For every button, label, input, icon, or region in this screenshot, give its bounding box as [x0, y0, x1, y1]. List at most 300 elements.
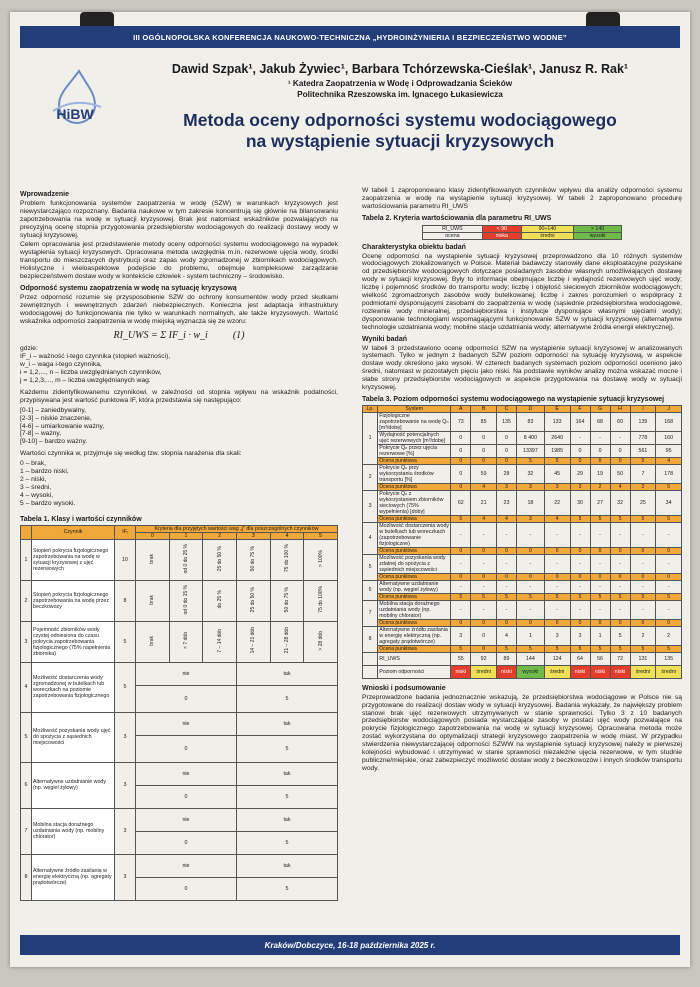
- t3-value: 34: [656, 490, 682, 515]
- t1-criterion-text: 25 do 50 %: [216, 545, 223, 572]
- t3-level-value: średni: [544, 665, 570, 678]
- t3-score-label: Ocena punktowa: [378, 457, 451, 464]
- t3-level-value: niski: [590, 665, 610, 678]
- t3-col-system-A: A: [451, 405, 471, 412]
- t3-value: 561: [630, 444, 656, 457]
- t1-factor-name: Alternatywne uzdatnianie wody (np. węgiel żyłowy): [32, 762, 115, 808]
- t3-score: 0: [517, 547, 545, 554]
- t3-score: 5: [610, 515, 630, 522]
- t1-factor-name: Możliwość dostarczenia wody zgromadzonej w butelkach lub woreczkach na poziomie zapotrzebowania fizjologicznego: [32, 662, 115, 712]
- t3-value: 22: [544, 490, 570, 515]
- t3-lp: 2: [363, 464, 378, 490]
- intro-paragraph-1: Problem funkcjonowania systemów zaopatrzenia w wodę (SZW) w warunkach kryzysowych jest niewystarczająco rozpoznany. Badania naukowe w tym zakresie koncentrują się głównie na bilansowaniu zapotrzebowania na wodę w sytuacji kryzysowej. Brak jest natomiast wskaźników pozwalających na precyzyjną ocenę stopnia przygotowania przedsiębiorstw wodociągowych do realizacji dostawy wody w sytuacji kryzysowej.: [20, 199, 338, 239]
- t3-col-system-B: B: [471, 405, 497, 412]
- t1-if: 3: [115, 762, 136, 808]
- t3-parameter-name: Możliwość dostarczenia wody w butelkach lub woreczkach (zapotrzebowanie fizjologiczne): [379, 522, 450, 547]
- t3-ri-value: 124: [544, 652, 570, 665]
- t3-score: 4: [544, 515, 570, 522]
- t3-ri-value: 92: [471, 652, 497, 665]
- t3-score: 0: [496, 573, 516, 580]
- t3-lp: 8: [363, 626, 378, 652]
- scale-line: [0-1] – zaniedbywalny,: [20, 406, 87, 414]
- t3-score: 5: [517, 457, 545, 464]
- t3-value: 18: [517, 490, 545, 515]
- t3-parameter-name: Alternatywne źródło zasilania w energię elektryczną (np. agregaty prądotwórcze): [378, 626, 451, 645]
- t3-value: -: [570, 580, 590, 593]
- t3-value: -: [656, 554, 682, 573]
- t3-score-row: [363, 645, 682, 652]
- t3-value: 19: [590, 464, 610, 483]
- t3-value: -: [544, 522, 570, 547]
- t3-col-system-D: D: [517, 405, 545, 412]
- t3-score: 0: [610, 619, 630, 626]
- t3-col-system-H: H: [610, 405, 630, 412]
- t1-value-no: 0: [136, 735, 237, 762]
- t3-value: 2: [630, 626, 656, 645]
- t3-value: -: [610, 554, 630, 573]
- t1-criterion-text: 75 do 100 %: [283, 544, 290, 573]
- t3-score-row: [363, 547, 682, 554]
- t3-score: 5: [630, 645, 656, 652]
- t1-option-no: nie: [136, 808, 237, 831]
- t3-score: 5: [496, 645, 516, 652]
- t1-criterion-text: 7 – 14 dób: [216, 628, 223, 653]
- t1-lp: 4: [21, 662, 32, 712]
- t3-row: [363, 600, 682, 619]
- t3-col-lp: Lp.: [363, 405, 378, 412]
- t3-lp: [363, 652, 378, 665]
- t3-score: 5: [570, 645, 590, 652]
- t1-row: [21, 808, 338, 831]
- t1-lp: 2: [21, 580, 32, 621]
- t3-parameter-name: Fizjologiczne zapotrzebowanie na wodę Qₙ [m³/dobę]: [378, 412, 451, 431]
- t1-criterion-text: brak: [149, 635, 156, 646]
- t3-score-label: Ocena punktowa: [378, 483, 451, 490]
- t3-level-value: średni: [471, 665, 497, 678]
- t1-factor-name: Stopień pokrycia fizjologicznego zapotrzebowania na wodę przez beczkowozy: [32, 580, 115, 621]
- weight-line: 1 – bardzo niski,: [20, 468, 69, 476]
- t3-score: 5: [590, 593, 610, 600]
- t3-ri-value: 89: [496, 652, 516, 665]
- t3-score-row: [363, 573, 682, 580]
- t1-body: [21, 539, 338, 900]
- t2-range-low: < 90: [482, 225, 521, 232]
- t1-criterion-text: < 7 dób: [182, 632, 189, 649]
- t3-value: -: [496, 600, 516, 619]
- t3-value: 30: [570, 490, 590, 515]
- t3-value: 45: [544, 464, 570, 483]
- t3-value: -: [517, 522, 545, 547]
- t3-col-system-J: J: [656, 405, 682, 412]
- t1-col-criteria: Kryteria dla przyjętych wartości wag „j” dla poszczególnych czynników: [136, 525, 338, 532]
- t3-value: 32: [610, 490, 630, 515]
- t3-value: -: [610, 580, 630, 593]
- t3-value: -: [451, 554, 471, 573]
- t3-score: 0: [451, 619, 471, 626]
- t3-value: 178: [656, 464, 682, 483]
- t3-value: 68: [590, 412, 610, 431]
- t1-weight-header: 1: [169, 532, 203, 539]
- affiliation: [130, 79, 670, 100]
- formula-expression: RI_UWS = Σ IF_i · w_i: [113, 329, 208, 341]
- t3-score: 0: [656, 547, 682, 554]
- t3-score: 3: [517, 483, 545, 490]
- t3-score: 0: [496, 457, 516, 464]
- t3-score: 0: [496, 619, 516, 626]
- t3-value: -: [496, 580, 516, 593]
- t3-value: 50: [610, 464, 630, 483]
- t1-option-yes: tak: [236, 762, 337, 785]
- t3-score: 5: [630, 515, 656, 522]
- title-line-2: na wystąpienie sytuacji kryzysowych: [245, 131, 555, 151]
- t3-value: -: [544, 600, 570, 619]
- t3-score: 5: [544, 593, 570, 600]
- t1-criterion-text: brak: [149, 594, 156, 605]
- t3-value: 0: [471, 444, 497, 457]
- t3-value: 0: [590, 444, 610, 457]
- t3-value: -: [496, 522, 516, 547]
- t1-criterion-text: > 28 dób: [317, 630, 324, 651]
- t3-header-row: [363, 405, 682, 412]
- t3-score: 3: [570, 483, 590, 490]
- results-heading: Wyniki badań: [362, 335, 407, 343]
- t3-score: 0: [610, 457, 630, 464]
- t1-factor-name: Alternatywne źródło zasilania w energię elektryczną (np. agregaty prądotwórcze): [32, 854, 115, 900]
- t3-score: 5: [656, 645, 682, 652]
- t3-value: 133: [544, 412, 570, 431]
- t3-level-value: niski: [570, 665, 590, 678]
- t1-factor-name: Stopień pokrycia fizjologicznego zapotrzebowania na wodę w sytuacji kryzysowej z ujęć rezerwowych: [32, 539, 115, 580]
- t3-lp: 5: [363, 554, 378, 580]
- t1-if: 5: [115, 621, 136, 662]
- t1-criterion: [203, 621, 237, 662]
- t1-if: 3: [115, 808, 136, 854]
- t3-score: 0: [471, 457, 497, 464]
- t3-score: 0: [570, 547, 590, 554]
- t1-col-lp: [21, 525, 32, 539]
- t3-score: 5: [471, 593, 497, 600]
- t1-row: [21, 539, 338, 580]
- scale-line: [9-10] – bardzo ważny.: [20, 438, 88, 446]
- method-paragraph-1: Przez odporność rozumie się przysposobienie SZW do ochrony konsumentów wody przed skutkami zewnętrznych i wewnętrznych zdarzeń niebezpiecznych. Konieczna jest adaptacja infrastruktury wodociągowej do funkcjonowania nie tylko w warunkach normalnych, ale także kryzysowych. Wartość wskaźnika odporności zaopatrzenia w wodę miejską wyznacza się ze wzoru:: [20, 293, 338, 325]
- t1-row: [21, 762, 338, 785]
- t3-level-label: Poziom odporności: [378, 665, 451, 678]
- t3-col-system-F: F: [570, 405, 590, 412]
- t3-value: -: [451, 522, 471, 547]
- t1-criterion: [236, 580, 270, 621]
- t1-criterion-text: 14 – 21 dób: [250, 627, 257, 654]
- t3-value: 0: [570, 444, 590, 457]
- t2-grade-mid: średni: [521, 232, 573, 239]
- t3-score: 5: [451, 515, 471, 522]
- conference-poster: [10, 12, 690, 967]
- t1-weight-header: 4: [270, 532, 304, 539]
- t3-score: 5: [610, 593, 630, 600]
- t3-lp: 4: [363, 522, 378, 554]
- t1-col-factor: Czynnik: [32, 525, 115, 539]
- t3-score: 0: [656, 619, 682, 626]
- t3-value: -: [570, 522, 590, 547]
- t3-parameter-name: Pokrycie Qₙ przez ujęcia rezerwowe [%]: [378, 444, 451, 457]
- t3-score: 5: [517, 645, 545, 652]
- t1-criterion: [169, 621, 203, 662]
- conclusions-paragraph: Przeprowadzone badania jednoznacznie wskazują, że przedsiębiorstwa wodociągowe w Polsce nie są przygotowane do realizacji dostaw wody w sytuacji kryzysowej. Badania wykazały, że największy problem stanowi brak ujęć rezerwowych utrzymywanych w stanie sprawności. Tylko 3 z 10 badanych przedsiębiorstw wodociągowych posiada wystarczające zasoby w postaci ujęć wody pozwalające na pokrycie fizjologicznego zapotrzebowania na wodę w sytuacji kryzysowej. Opracowana metoda może zostać wykorzystana do optymalizacji strategii kryzysowego zaopatrzenia w wodę miast. W przypadku stwierdzenia niewystarczającej odporności SZWW na wystąpienie sytuacji kryzysowej należy w pierwszej kolejności wybudować i utrzymywać w stanie sprawności niezależne ujęcia rezerwowe, w tym studnie publiczne/miejskie, oraz zabezpieczyć możliwość dostaw wody z beczkowozów i innych środków transportu wody.: [362, 693, 682, 772]
- poster-title: [130, 110, 670, 152]
- t3-col-system-E: E: [544, 405, 570, 412]
- t1-criterion: [270, 539, 304, 580]
- t1-criterion-text: do 25 %: [216, 590, 223, 609]
- t3-score: 5: [630, 593, 656, 600]
- t1-row: [21, 854, 338, 877]
- t3-score-row: [363, 457, 682, 464]
- t3-score: 4: [610, 483, 630, 490]
- t3-score: 5: [656, 593, 682, 600]
- t3-value: 8 400: [517, 431, 545, 444]
- t3-value: 1: [590, 626, 610, 645]
- t3-value: -: [544, 554, 570, 573]
- t3-value: 0: [451, 431, 471, 444]
- t3-lp: 6: [363, 580, 378, 600]
- t3-score: 0: [656, 573, 682, 580]
- t1-lp: 7: [21, 808, 32, 854]
- t3-value: 0: [496, 444, 516, 457]
- t3-score: 0: [471, 619, 497, 626]
- method-paragraph-3: Wartości czynnika w, przyjmuje się według tzw. stopnia narażenia dla skali:: [20, 450, 242, 458]
- t3-score: 0: [590, 457, 610, 464]
- t3-value: -: [471, 600, 497, 619]
- t3-value: -: [630, 580, 656, 593]
- right-paragraph-1: W tabeli 1 zaproponowano klasy zidentyfikowanych czynników wpływu dla analizy odporności systemu zaopatrzenia w wodę na wystąpienie sytuacji kryzysowej. W tabeli 2 zaproponowano procedurę wartościowania parametru RI_UWS: [362, 187, 682, 210]
- t1-row: [21, 621, 338, 662]
- t1-option-no: nie: [136, 854, 237, 877]
- table2-caption: Tabela 2. Kryteria wartościowania dla parametru RI_UWS: [362, 214, 552, 222]
- t3-value: -: [630, 600, 656, 619]
- t1-option-yes: tak: [236, 662, 337, 685]
- where-line-3: i = 1,2,..., n – liczba uwzględnianych czynników,: [20, 369, 162, 377]
- t3-score: 0: [471, 573, 497, 580]
- t3-row: [363, 431, 682, 444]
- t3-body: [363, 412, 682, 678]
- t3-score: 4: [656, 457, 682, 464]
- t3-value: -: [656, 580, 682, 593]
- t3-value: -: [496, 554, 516, 573]
- t1-if: 10: [115, 539, 136, 580]
- t1-criterion-text: 50 do 75 %: [283, 586, 290, 613]
- t1-criterion-text: brak: [149, 553, 156, 564]
- t1-criterion: [236, 539, 270, 580]
- t3-score: 0: [630, 547, 656, 554]
- method-heading: Odporność systemu zaopatrzenia w wodę na sytuację kryzysową: [20, 284, 237, 292]
- t3-value: 778: [630, 431, 656, 444]
- t2-grade-high: wysoki: [574, 232, 622, 239]
- affiliation-line-2: Politechnika Rzeszowska im. Ignacego Łukasiewicza: [297, 89, 503, 99]
- t3-score-row: [363, 619, 682, 626]
- t1-criterion: [169, 539, 203, 580]
- t1-if: 3: [115, 854, 136, 900]
- t3-value: -: [610, 522, 630, 547]
- t1-criterion-text: 25 do 50 %: [250, 586, 257, 613]
- hibw-logo: [45, 67, 105, 129]
- t3-parameter-name: Wydajność potencjalnych ujęć rezerwowych [m³/dobę]: [378, 431, 451, 444]
- t3-lp: 7: [363, 600, 378, 626]
- t3-score: 5: [570, 593, 590, 600]
- t3-score-label: Ocena punktowa: [378, 547, 451, 554]
- t3-score: 5: [656, 483, 682, 490]
- weight-line: 0 – brak,: [20, 460, 47, 468]
- t3-value: -: [570, 600, 590, 619]
- t3-row: [363, 554, 682, 573]
- t3-value: -: [471, 522, 497, 547]
- intro-heading: Wprowadzenie: [20, 191, 70, 198]
- t3-value: 0: [496, 431, 516, 444]
- t3-score: 5: [570, 515, 590, 522]
- t1-value-yes: 5: [236, 831, 337, 854]
- t3-score: 0: [451, 483, 471, 490]
- t1-option-yes: tak: [236, 712, 337, 735]
- t1-option-no: nie: [136, 662, 237, 685]
- t1-criterion-text: od 0 do 25 %: [182, 543, 189, 574]
- t3-value: 28: [496, 464, 516, 483]
- weight-line: 4 – wysoki,: [20, 491, 54, 499]
- t3-score-label: Ocena punktowa: [378, 619, 451, 626]
- t1-weight-header: 2: [203, 532, 237, 539]
- t3-score: 5: [610, 645, 630, 652]
- t3-score: 0: [544, 619, 570, 626]
- t1-criterion: [136, 580, 170, 621]
- t3-score: 0: [451, 573, 471, 580]
- t3-score: 0: [517, 573, 545, 580]
- t3-value: -: [544, 580, 570, 593]
- t1-criterion: [304, 580, 338, 621]
- t1-value-yes: 5: [236, 735, 337, 762]
- t3-ri-value: 131: [630, 652, 656, 665]
- t3-score: 5: [544, 457, 570, 464]
- t1-criterion: [304, 539, 338, 580]
- footer: Kraków/Dobczyce, 16-18 października 2025 r.: [20, 935, 680, 955]
- t3-parameter-name: Alternatywne uzdatnianie wody (np. węgiel żyłowy): [378, 580, 451, 593]
- t1-criterion: [136, 621, 170, 662]
- t3-row: [363, 522, 682, 547]
- t1-criterion: [270, 621, 304, 662]
- t3-value: 62: [451, 490, 471, 515]
- t3-score: 0: [544, 547, 570, 554]
- t3-level-value: niski: [451, 665, 471, 678]
- t3-value: -: [610, 600, 630, 619]
- t3-value: -: [451, 600, 471, 619]
- weight-line: 3 – średni,: [20, 483, 52, 491]
- t1-criterion-text: 75 do 100%: [317, 586, 324, 613]
- t3-value: -: [630, 522, 656, 547]
- t3-value: 0: [610, 444, 630, 457]
- t1-option-yes: tak: [236, 808, 337, 831]
- t3-value: 135: [496, 412, 516, 431]
- t3-value: 13397: [517, 444, 545, 457]
- t3-value: -: [517, 554, 545, 573]
- table-resilience-results: [362, 405, 682, 679]
- t3-col-system-C: C: [496, 405, 516, 412]
- t1-option-no: nie: [136, 762, 237, 785]
- t3-score-row: [363, 593, 682, 600]
- t1-criterion-text: od 0 do 15 %: [182, 584, 189, 615]
- t1-value-yes: 5: [236, 785, 337, 808]
- t3-score: 0: [630, 573, 656, 580]
- t3-value: -: [451, 580, 471, 593]
- t3-score: 5: [451, 645, 471, 652]
- t3-value: 73: [451, 412, 471, 431]
- scale-line: [2-3] – niskie znaczenie,: [20, 414, 92, 422]
- t3-value: 1: [517, 626, 545, 645]
- t2-range-high: > 140: [574, 225, 622, 232]
- where-line-4: j = 1,2,3,..., m – liczba uwzględnianych wag.: [20, 377, 151, 385]
- object-paragraph: Ocenę odporności na wystąpienie sytuacji kryzysowej przeprowadzono dla 10 różnych systemów wodociągowych zlokalizowanych w Polsce. Materiał badawczy stanowiły dane eksploatacyjne pozyskane od przedsiębiorstw wodociągowych dotyczące posiadanych zasobów własnych umożliwiających dostawę wody w sytuacji kryzysowej. Były to informacje obejmujące liczbę i wydajność rezerwowych ujęć wody; liczbę i pojemność środków do transportu wody; liczbę i objętość sieciowych zbiorników wodociągowych; wielkość zgromadzonych zasobów wody butelkowanej; liczbę i zakres porozumień o współpracy z podmiotami dysponującymi zasobami do zaopatrzenia w wodę (sąsiednie przedsiębiorstwa wodociągowe, rozlewnie wody mineralnej, przedsiębiorstwa i instytucje dysponujące własnymi ujęciami wody); dysponowanie technologiami wspomagającymi funkcjonowanie SZW w sytuacji kryzysowej (alternatywne technologie uzdatniania wody; mobilne stacje uzdatniania wody; alternatywne źródła energii elektrycznej).: [362, 252, 682, 331]
- t3-value: -: [590, 600, 610, 619]
- t3-value: -: [656, 522, 682, 547]
- t3-value: 95: [656, 444, 682, 457]
- t3-level-value: niski: [496, 665, 516, 678]
- t3-col-system: System: [378, 405, 451, 412]
- t3-value: 139: [630, 412, 656, 431]
- t1-criterion-text: 21 – 28 dób: [283, 627, 290, 654]
- t2-range-mid: 90÷140: [521, 225, 573, 232]
- t1-lp: 1: [21, 539, 32, 580]
- object-heading: Charakterystyka obiektu badań: [362, 243, 466, 251]
- t1-criterion-text: > 100%: [317, 549, 324, 568]
- t3-score: 0: [610, 547, 630, 554]
- t1-criterion: [203, 539, 237, 580]
- t3-score: 0: [517, 619, 545, 626]
- t1-criterion: [304, 621, 338, 662]
- t3-ri-row: [363, 652, 682, 665]
- t3-value: 164: [570, 412, 590, 431]
- weight-line: 2 – niski,: [20, 476, 47, 483]
- t3-value: 4: [496, 626, 516, 645]
- t3-score: 3: [544, 483, 570, 490]
- t3-row: [363, 464, 682, 483]
- t3-score: 5: [451, 593, 471, 600]
- t1-value-no: 0: [136, 831, 237, 854]
- t3-score: 4: [471, 483, 497, 490]
- t1-option-no: nie: [136, 712, 237, 735]
- t3-score: 2: [590, 483, 610, 490]
- t1-weight-header: 3: [236, 532, 270, 539]
- t3-value: 2640: [544, 431, 570, 444]
- t3-ri-value: 135: [656, 652, 682, 665]
- t3-score: 3: [517, 515, 545, 522]
- t3-value: 59: [471, 464, 497, 483]
- t3-level-value: średni: [630, 665, 656, 678]
- t3-value: 168: [656, 412, 682, 431]
- t3-value: -: [570, 431, 590, 444]
- t3-value: -: [517, 580, 545, 593]
- t1-value-no: 0: [136, 785, 237, 808]
- t3-value: -: [517, 600, 545, 619]
- t3-value: -: [610, 431, 630, 444]
- t1-if: 3: [115, 712, 136, 762]
- t1-criterion: [270, 580, 304, 621]
- t3-score-label: Ocena punktowa: [378, 645, 451, 652]
- t3-ri-value: 64: [570, 652, 590, 665]
- results-paragraph: W tabeli 3 przedstawiono ocenę odporności SZW na wystąpienie sytuacji kryzysowej w analizowanych systemach. Tylko w jednym z badanych SZW poziom odporności na sytuację kryzysową, w aspekcie dostaw wody określono jako wysoki. W czterech badanych systemach poziom odporności oceniono jako średni, natomiast w pozostałych pięciu jako niski. Na podstawie wyników analizy można wskazać mocne i słabe strony przedsiębiorstw wodociągowych w aspekcie przygotowania na dostawę wody w sytuacji kryzysowej.: [362, 344, 682, 392]
- right-column: [362, 187, 682, 775]
- t1-criterion: [236, 621, 270, 662]
- t1-lp: 3: [21, 621, 32, 662]
- t3-score-label: Ocena punktowa: [378, 573, 451, 580]
- t3-value: 25: [630, 490, 656, 515]
- t3-level-value: niski: [610, 665, 630, 678]
- t1-row: [21, 662, 338, 685]
- t3-value: -: [471, 554, 497, 573]
- t3-score: 0: [590, 547, 610, 554]
